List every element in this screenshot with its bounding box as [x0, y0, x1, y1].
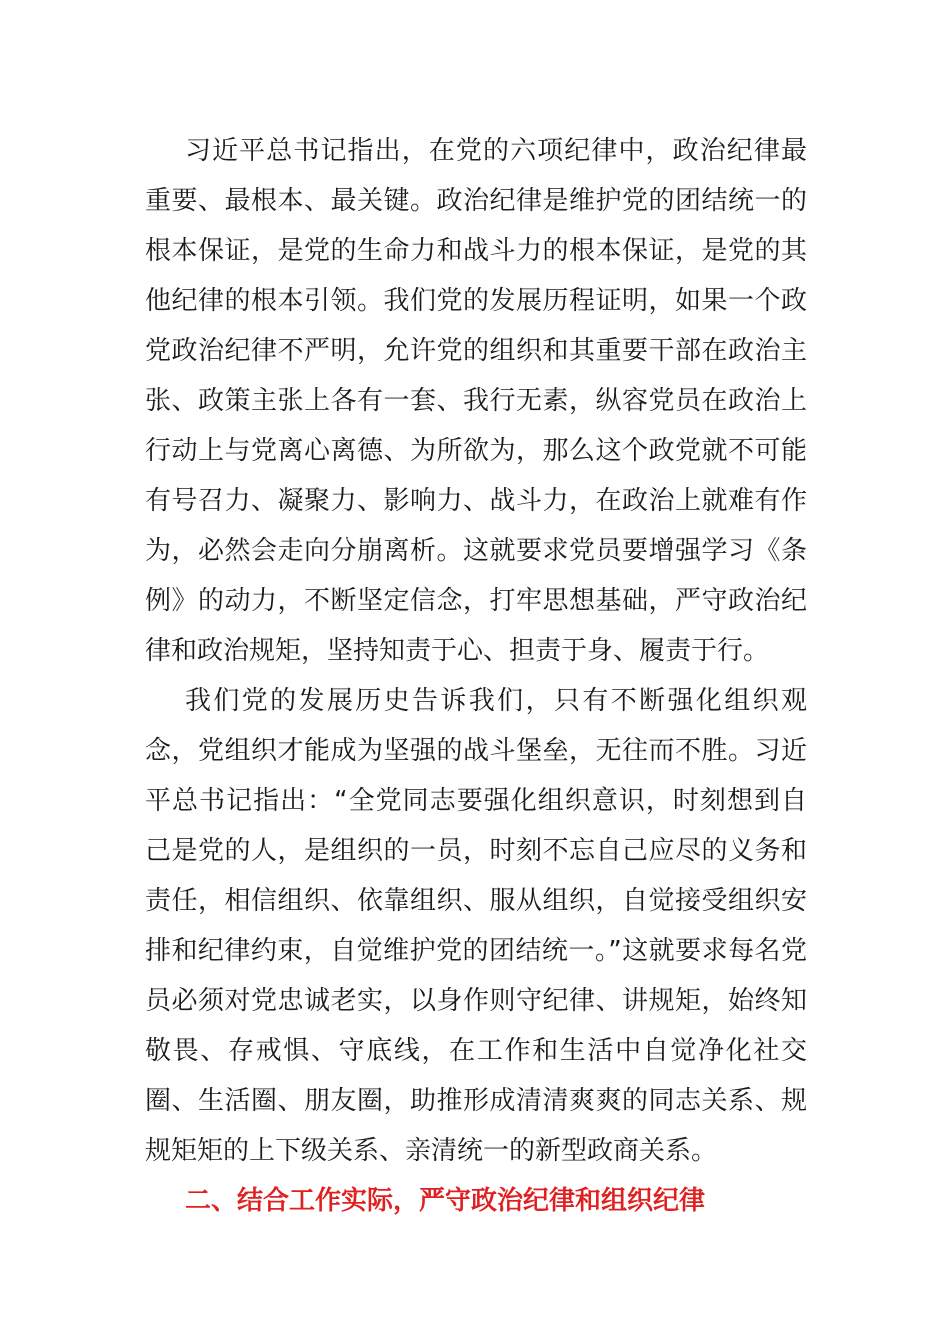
section-heading: 二、结合工作实际，严守政治纪律和组织纪律	[185, 1186, 706, 1216]
paragraph-organizational-discipline: 我们党的发展历史告诉我们，只有不断强化组织观念，党组织才能成为坚强的战斗堡垒，无往而不胜。习近平总书记指出：“全党同志要强化组织意识，时刻想到自己是党的人，是组织的一员，时刻不忘自己应尽的义务和责任，相信组织、依靠组织、服从组织，自觉接受组织安排和纪律约束，自觉维护党的团结统一。”这就要求每名党员必须对党忠诚老实，以身作则守纪律、讲规矩，始终知敬畏、存戒惧、守底线，在工作和生活中自觉净化社交圈、生活圈、朋友圈，助推形成清清爽爽的同志关系、规规矩矩的上下级关系、亲清统一的新型政商关系。	[145, 686, 807, 1166]
paragraph-political-discipline: 习近平总书记指出，在党的六项纪律中，政治纪律最重要、最根本、最关键。政治纪律是维护党的团结统一的根本保证，是党的生命力和战斗力的根本保证，是党的其他纪律的根本引领。我们党的发展历程证明，如果一个政党政治纪律不严明，允许党的组织和其重要干部在政治主张、政策主张上各有一套、我行无素，纵容党员在政治上行动上与党离心离德、为所欲为，那么这个政党就不可能有号召力、凝聚力、影响力、战斗力，在政治上就难有作为，必然会走向分崩离析。这就要求党员要增强学习《条例》的动力，不断坚定信念，打牢思想基础，严守政治纪律和政治规矩，坚持知责于心、担责于身、履责于行。	[145, 136, 807, 666]
document-body	[145, 126, 807, 1226]
